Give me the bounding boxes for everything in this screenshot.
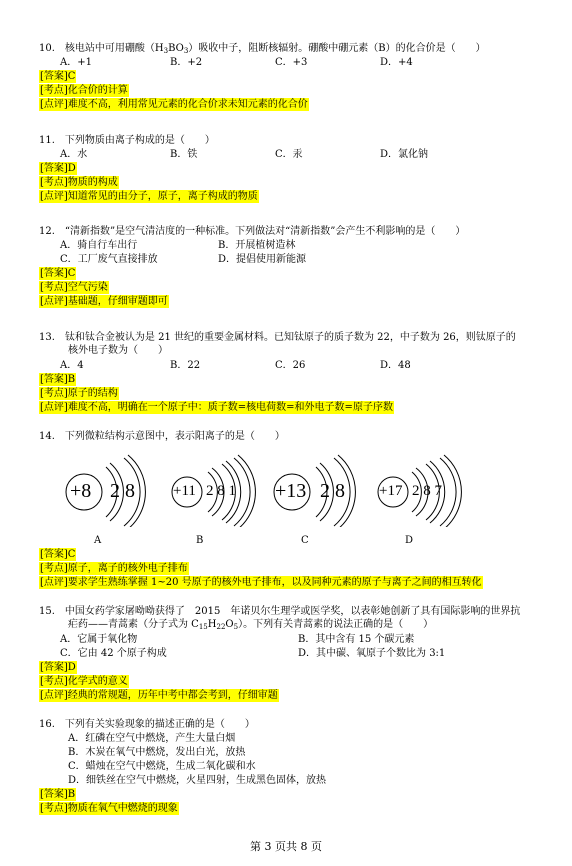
q15-comment: [点评]经典的常规题，历年中考中都会考到，仔细审题 — [40, 690, 278, 701]
q13-option-a: A．4 — [60, 360, 84, 371]
q10-answer: [答案]C — [40, 71, 76, 82]
q13-point: [考点]原子的结构 — [40, 388, 118, 399]
q12-stem: 12. “清新指数”是空气清洁度的一种标准。下列做法对“清新指数”会产生不利影响的是（ ） — [39, 226, 466, 237]
q14-comment: [点评]要求学生熟练掌握 1~20 号原子的核外电子排布，以及同种元素的原子与离子之间的相互转化 — [40, 577, 482, 588]
q14-answer: [答案]C — [40, 549, 76, 560]
q11-comment: [点评]知道常见的由分子，原子，离子构成的物质 — [40, 191, 258, 202]
q16-option-b: B．木炭在氧气中燃烧，发出白光，放热 — [68, 747, 246, 758]
q15-option-a: A．它属于氧化物 — [60, 634, 138, 645]
atom-d-electrons: 2 8 7 — [412, 483, 442, 499]
atom-diagram-d — [376, 452, 476, 527]
q12-option-b: B．开展植树造林 — [218, 240, 296, 251]
q14-stem: 14. 下列微粒结构示意图中，表示阳离子的是（ ） — [39, 431, 285, 442]
atom-c-electrons: 2 8 — [320, 480, 345, 502]
q10-option-a: A．+1 — [60, 57, 92, 68]
q10-option-b: B．+2 — [170, 57, 203, 68]
q16-option-d: D．细铁丝在空气中燃烧，火星四射，生成黑色固体，放热 — [68, 775, 327, 786]
q16-stem: 16. 下列有关实验现象的描述正确的是（ ） — [39, 719, 255, 730]
q12-option-c: C．工厂废气直接排放 — [60, 254, 158, 265]
q11-answer: [答案]D — [40, 163, 76, 174]
q16-answer: [答案]B — [40, 789, 76, 800]
q13-stem-line1: 13. 钛和钛合金被认为是 21 世纪的重要金属材料。已知钛原子的质子数为 22，中子数为 26，则钛原子的 — [39, 332, 516, 343]
q16-option-c: C．蜡烛在空气中燃烧，生成二氧化碳和水 — [68, 761, 256, 772]
q13-answer: [答案]B — [40, 374, 76, 385]
q15-point: [考点]化学式的意义 — [40, 676, 128, 687]
q11-option-b: B．铁 — [170, 149, 198, 160]
q15-answer: [答案]D — [40, 662, 76, 673]
q10-point: [考点]化合价的计算 — [40, 85, 128, 96]
q10-comment: [点评]难度不高，利用常见元素的化合价求未知元素的化合价 — [40, 99, 308, 110]
q11-option-d: D．氯化钠 — [380, 149, 429, 160]
atom-diagram-a — [62, 452, 162, 527]
q11-stem: 11. 下列物质由离子构成的是（ ） — [39, 135, 215, 146]
atom-label-d: D — [405, 535, 414, 546]
q14-point: [考点]原子，离子的核外电子排布 — [40, 563, 188, 574]
q11-option-c: C．汞 — [275, 149, 303, 160]
q12-option-a: A．骑自行车出行 — [60, 240, 138, 251]
q13-comment: [点评]难度不高，明确在一个原子中：质子数=核电荷数=和外电子数=原子序数 — [40, 402, 393, 413]
q12-point: [考点]空气污染 — [40, 282, 108, 293]
atom-a-nucleus: +8 — [70, 480, 92, 502]
q12-answer: [答案]C — [40, 268, 76, 279]
q15-option-c: C．它由 42 个原子构成 — [60, 648, 167, 659]
atom-diagram-c — [272, 452, 372, 527]
atom-b-electrons: 2 8 1 — [206, 483, 236, 499]
q15-option-d: D．其中碳、氧原子个数比为 3:1 — [298, 648, 446, 659]
q15-stem-line2: 疟药——青蒿素（分子式为 $C_{15}H_{22}O_5$）。下列有关青蒿素的说法正确的是（ ） — [68, 619, 434, 631]
q13-option-b: B．22 — [170, 360, 201, 371]
q15-stem-line1: 15. 中国女药学家屠呦呦获得了 2015 年诺贝尔生理学或医学奖，以表彰她创新了具有国际影响的世界抗 — [39, 606, 521, 617]
atom-a-electrons: 2 8 — [110, 480, 135, 502]
q12-comment: [点评]基础题，仔细审题即可 — [40, 296, 168, 307]
q10-stem: 10. 核电站中可用硼酸$(H_3BO_3)$吸收中子，阻断核辐射。硼酸中硼元素（B）的化合价是（ ） — [39, 43, 486, 55]
q13-stem-line2: 核外电子数为（ ） — [68, 345, 168, 356]
atom-label-c: C — [301, 535, 309, 546]
q16-option-a: A．红磷在空气中燃烧，产生大量白烟 — [68, 733, 236, 744]
q15-option-b: B．其中含有 15 个碳元素 — [298, 634, 415, 645]
atom-c-nucleus: +13 — [275, 480, 307, 502]
atom-b-nucleus: +11 — [173, 483, 196, 499]
atom-label-b: B — [196, 535, 204, 546]
q12-option-d: D．提倡使用新能源 — [218, 254, 307, 265]
q11-point: [考点]物质的构成 — [40, 177, 118, 188]
q13-option-d: D．48 — [380, 360, 411, 371]
q13-option-c: C．26 — [275, 360, 306, 371]
page-footer: 第 3 页共 8 页 — [250, 840, 322, 853]
q10-option-c: C．+3 — [275, 57, 308, 68]
q16-point: [考点]物质在氧气中燃烧的现象 — [40, 803, 178, 814]
atom-d-nucleus: +17 — [379, 483, 403, 499]
q10-option-d: D．+4 — [380, 57, 413, 68]
q11-option-a: A．水 — [60, 149, 88, 160]
atom-label-a: A — [94, 535, 102, 546]
atom-diagram-b — [170, 452, 270, 527]
